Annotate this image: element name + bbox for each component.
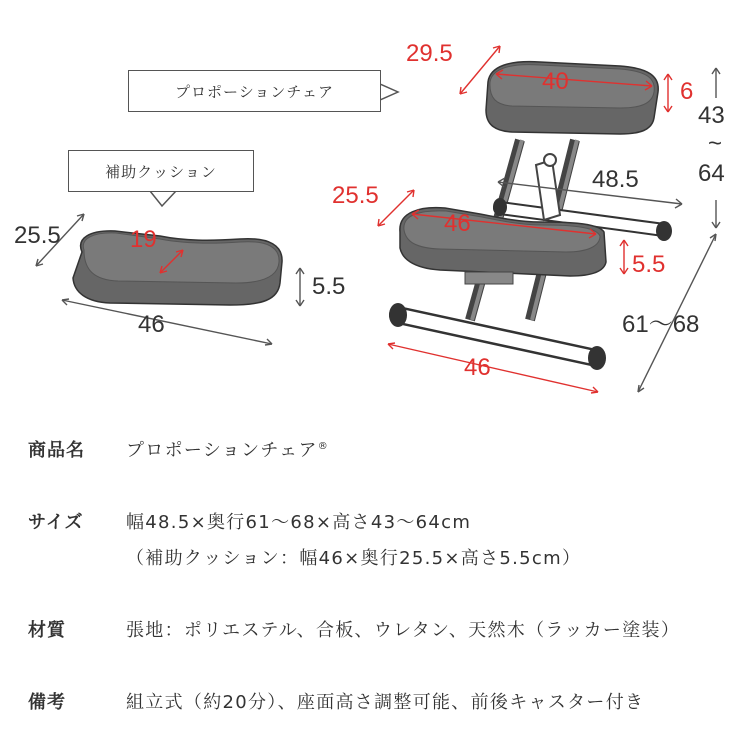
height-range-sep: ~ xyxy=(708,130,723,157)
cushion-height-label: 5.5 xyxy=(312,273,346,300)
name-value xyxy=(126,436,329,462)
cushion-illustration xyxy=(73,231,282,305)
knee-width-label: 46 xyxy=(444,210,471,237)
cushion-width-label: 46 xyxy=(138,311,165,338)
cushion-callout: 補助クッション xyxy=(68,150,254,192)
height-range-bottom-label: 64 xyxy=(698,160,725,187)
size-line-1: 幅48.5×奥行61〜68×高さ43〜64cm xyxy=(126,512,472,533)
notes-label: 備考 xyxy=(28,692,66,713)
cushion-depth-label: 25.5 xyxy=(14,222,61,249)
seat-depth-label: 29.5 xyxy=(406,40,453,67)
size-line-2: （補助クッション：幅46×奥行25.5×高さ5.5cm） xyxy=(126,548,582,569)
seat-width-label: 40 xyxy=(542,68,569,95)
seat-thickness-label: 6 xyxy=(680,78,694,105)
overall-depth-label: 61〜68 xyxy=(622,311,700,338)
material-label: 材質 xyxy=(28,620,66,641)
name-text: プロポーションチェア xyxy=(126,440,318,461)
overall-width-label: 48.5 xyxy=(592,166,639,193)
material-value: 張地：ポリエステル、合板、ウレタン、天然木（ラッカー塗装） xyxy=(126,620,681,641)
cushion-inner-label: 19 xyxy=(130,226,157,253)
knee-depth-label: 25.5 xyxy=(332,182,379,209)
knee-thickness-label: 5.5 xyxy=(632,251,666,278)
registered-mark: ® xyxy=(317,441,330,452)
base-width-label: 46 xyxy=(464,354,491,381)
chair-callout: プロポーションチェア xyxy=(128,70,381,112)
name-label: 商品名 xyxy=(28,440,85,461)
size-label: サイズ xyxy=(28,512,84,533)
notes-value: 組立式（約20分）、座面高さ調整可能、前後キャスター付き xyxy=(126,692,645,713)
height-range-top-label: 43 xyxy=(698,102,725,129)
